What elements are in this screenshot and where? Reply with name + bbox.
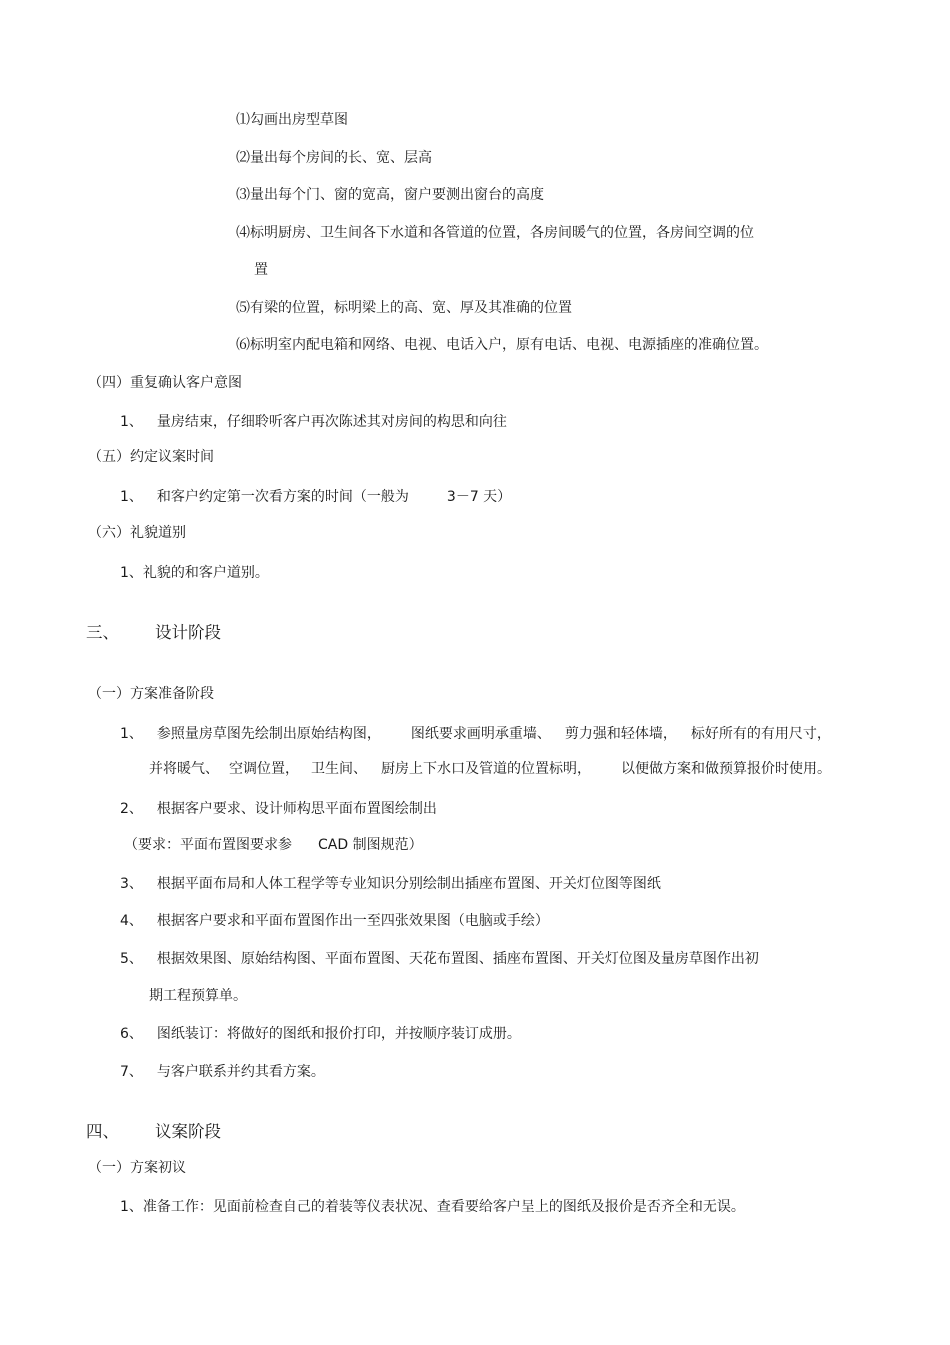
part-3-heading — [86, 623, 221, 643]
survey-item-4: ⑷标明厨房、卫生间各下水道和各管道的位置，各房间暖气的位置，各房间空调的位 — [236, 225, 754, 241]
item-number: 3、 — [120, 876, 143, 892]
item-text: 根据客户要求、设计师构思平面布置图绘制出 — [156, 801, 437, 817]
item-text: 图纸装订：将做好的图纸和报价打印，并按顺序装订成册。 — [156, 1026, 521, 1042]
part-3-item-6 — [120, 1025, 521, 1043]
survey-item-1: ⑴勾画出房型草图 — [236, 112, 348, 128]
note-text: （要求：平面布置图要求参 — [124, 837, 292, 853]
part-3-item-5-cont: 期工程预算单。 — [149, 988, 247, 1004]
section-5-item-1 — [120, 488, 511, 506]
part-3-item-4 — [120, 912, 549, 930]
part-3-item-1 — [120, 725, 831, 743]
part-3-item-1-cont — [149, 760, 831, 778]
item-text: 图纸要求画明承重墙、 — [410, 726, 551, 742]
item-number: 1、 — [120, 726, 143, 742]
section-4-item-1 — [120, 413, 507, 431]
survey-item-2: ⑵量出每个房间的长、宽、层高 — [236, 150, 432, 166]
item-number: 1、 — [120, 489, 143, 505]
part-3-sub-heading: （一）方案准备阶段 — [88, 686, 214, 702]
item-number: 5、 — [120, 951, 143, 967]
part-number: 三、 — [86, 623, 119, 642]
item-text: 空调位置， — [229, 761, 299, 777]
part-4-heading — [86, 1122, 221, 1142]
item-number: 7、 — [120, 1064, 143, 1080]
item-number: 6、 — [120, 1026, 143, 1042]
item-text: 标好所有的有用尺寸， — [690, 726, 831, 742]
part-3-item-5 — [120, 950, 759, 968]
item-text: 和客户约定第一次看方案的时间（一般为 — [156, 489, 409, 505]
item-text: 根据效果图、原始结构图、平面布置图、天花布置图、插座布置图、开关灯位图及量房草图作出初 — [156, 951, 759, 967]
item-text: 根据客户要求和平面布置图作出一至四张效果图（电脑或手绘） — [156, 913, 549, 929]
part-3-requirement-note — [124, 836, 423, 854]
item-number: 4、 — [120, 913, 143, 929]
item-number: 1、 — [120, 414, 143, 430]
item-number: 2、 — [120, 801, 143, 817]
part-3-item-2 — [120, 800, 437, 818]
part-title: 议案阶段 — [155, 1122, 221, 1141]
item-text: 根据平面布局和人体工程学等专业知识分别绘制出插座布置图、开关灯位图等图纸 — [156, 876, 661, 892]
item-text: 卫生间、 — [311, 761, 367, 777]
part-number: 四、 — [86, 1122, 119, 1141]
part-title: 设计阶段 — [155, 623, 221, 642]
item-text: 以便做方案和做预算报价时使用。 — [621, 761, 831, 777]
item-text-days: 3－7 天） — [446, 489, 512, 505]
part-3-item-3 — [120, 875, 661, 893]
part-4-item-1: 1、准备工作：见面前检查自己的着装等仪表状况、查看要给客户呈上的图纸及报价是否齐全和无误。 — [120, 1199, 745, 1215]
item-text: 厨房上下水口及管道的位置标明， — [381, 761, 591, 777]
note-text: CAD 制图规范） — [318, 837, 423, 853]
item-text: 量房结束，仔细聆听客户再次陈述其对房间的构思和向往 — [156, 414, 507, 430]
part-4-sub-heading: （一）方案初议 — [88, 1160, 186, 1176]
survey-item-5: ⑸有梁的位置，标明梁上的高、宽、厚及其准确的位置 — [236, 300, 572, 316]
section-5-heading: （五）约定议案时间 — [88, 449, 214, 465]
survey-item-3: ⑶量出每个门、窗的宽高，窗户要测出窗台的高度 — [236, 187, 544, 203]
item-text: 与客户联系并约其看方案。 — [156, 1064, 325, 1080]
item-text: 剪力强和轻体墙， — [564, 726, 677, 742]
section-4-heading: （四）重复确认客户意图 — [88, 375, 242, 391]
survey-item-6: ⑹标明室内配电箱和网络、电视、电话入户，原有电话、电视、电源插座的准确位置。 — [236, 337, 768, 353]
item-text: 参照量房草图先绘制出原始结构图， — [156, 726, 381, 742]
item-text: 并将暖气、 — [149, 761, 219, 777]
section-6-heading: （六）礼貌道别 — [88, 525, 186, 541]
section-6-item-1: 1、礼貌的和客户道别。 — [120, 565, 269, 581]
part-3-item-7 — [120, 1063, 325, 1081]
survey-item-4-cont: 置 — [254, 262, 268, 278]
